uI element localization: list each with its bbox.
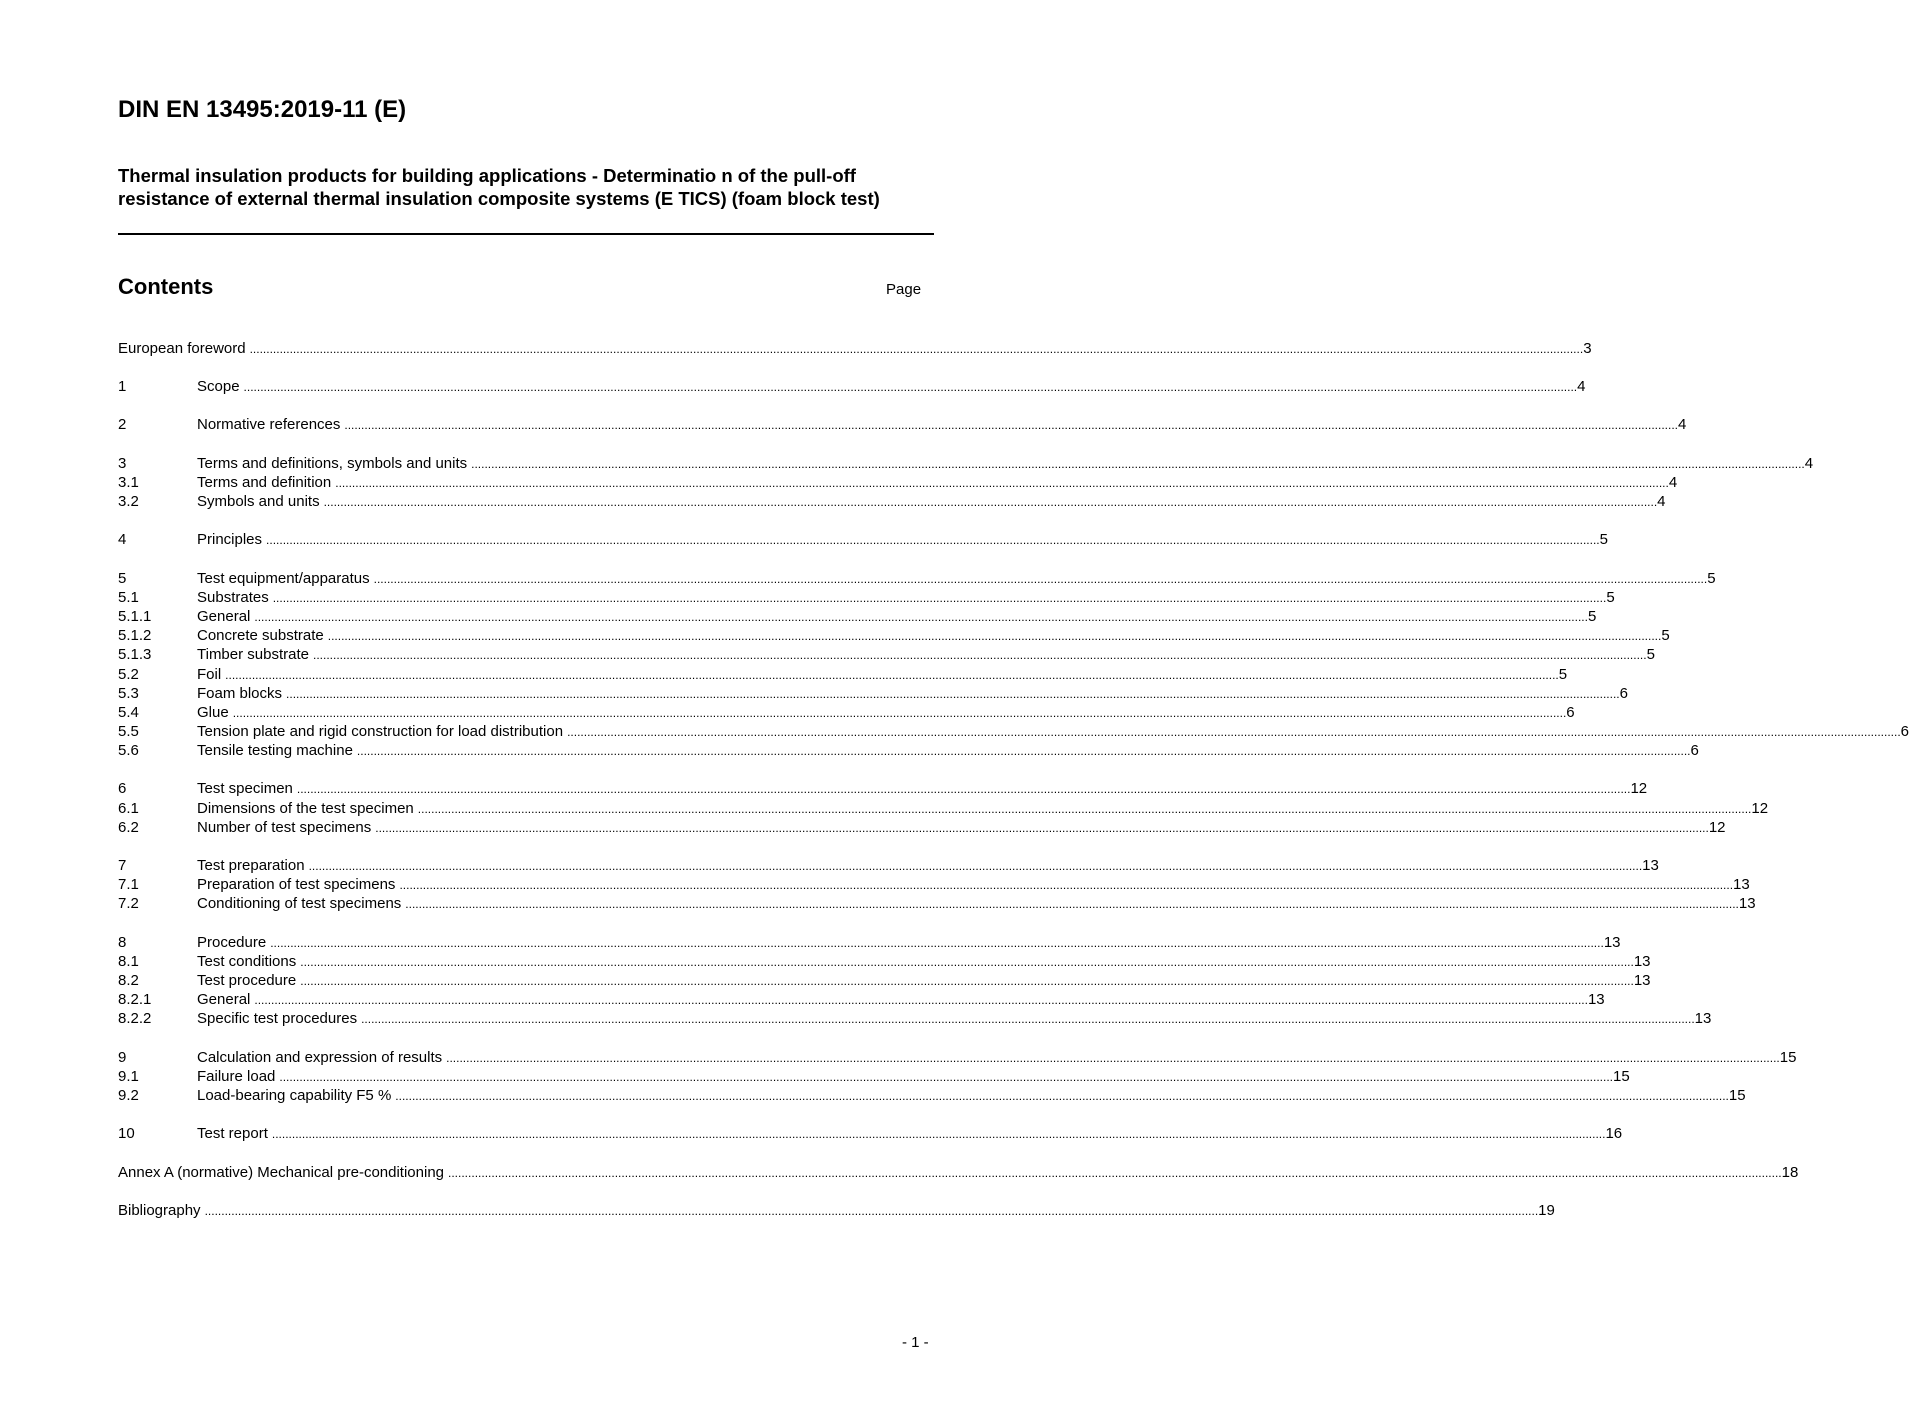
toc-entry[interactable] [118,1009,1712,1028]
toc-entry-label: Calculation and expression of results [197,1049,443,1066]
dot-leader: ................................................................................................................................................................................................................................................................................................................................................................................................................ [417,802,1752,816]
dot-leader: ................................................................................................................................................................................................................................................................................................................................................................................................................ [300,974,1634,988]
dot-leader: ................................................................................................................................................................................................................................................................................................................................................................................................................ [232,706,1567,720]
toc-entry-page: 13 [1587,991,1605,1008]
toc-entry-label: General [197,608,251,625]
toc-entry-label: Concrete substrate [197,627,324,644]
toc-entry-page: 4 [1668,474,1678,491]
toc-entry-number: 5.2 [118,666,139,683]
toc-entry-number: 4 [118,531,127,548]
contents-heading: Contents [118,274,214,299]
document-subtitle: Thermal insulation products for building applications - Determinatio n of the pull-off resistance of external thermal insulation composite systems (E TICS) (foam block test) [118,165,880,209]
toc-entry[interactable] [118,492,1666,511]
toc-entry-number: 8 [118,934,127,951]
toc-entry[interactable] [118,875,1750,894]
toc-entry-page: 4 [1657,493,1666,510]
toc-entry-page: 4 [1804,455,1814,472]
toc-entry-label: Failure load [197,1068,276,1085]
dot-leader: ................................................................................................................................................................................................................................................................................................................................................................................................................ [272,591,1607,605]
toc-entry-page: 5 [1707,570,1716,587]
toc-entry-number: 9.1 [118,1068,139,1085]
toc-entry-number: 3 [118,455,127,472]
table-of-contents [118,0,1909,1403]
toc-entry-page: 5 [1599,531,1608,548]
toc-entry[interactable] [118,454,1814,473]
toc-entry[interactable] [118,856,1659,875]
toc-entry[interactable] [118,779,1648,798]
toc-entry[interactable] [118,588,1615,607]
toc-entry[interactable] [118,569,1716,588]
toc-entry-label: Tensile testing machine [197,742,353,759]
dot-leader: ................................................................................................................................................................................................................................................................................................................................................................................................................ [395,1089,1729,1103]
toc-entry-page: 13 [1694,1010,1712,1027]
footer-page-number: - 1 - [902,1334,929,1351]
toc-entry-label: Tension plate and rigid construction for load distribution [197,723,564,740]
toc-entry-label: Principles [197,531,263,548]
toc-entry-number: 5.4 [118,704,139,721]
dot-leader: ................................................................................................................................................................................................................................................................................................................................................................................................................ [356,744,1691,758]
toc-entry-label: Procedure [197,934,267,951]
toc-entry-number: 6.2 [118,819,139,836]
toc-entry-number: 7 [118,857,127,874]
dot-leader: ................................................................................................................................................................................................................................................................................................................................................................................................................ [204,1204,1539,1218]
toc-entry-label: Test conditions [197,953,297,970]
toc-entry[interactable] [118,971,1651,990]
dot-leader: ................................................................................................................................................................................................................................................................................................................................................................................................................ [225,668,1559,682]
toc-entry-number: 3.1 [118,474,139,491]
toc-entry-label: Substrates [197,589,269,606]
toc-entry-number: 7.2 [118,895,139,912]
toc-entry-label: Terms and definitions, symbols and units [197,455,468,472]
dot-leader: ................................................................................................................................................................................................................................................................................................................................................................................................................ [405,897,1739,911]
toc-entry-number: 3.2 [118,493,139,510]
toc-entry[interactable] [118,1124,1623,1143]
toc-entry-number: 5.1.1 [118,608,152,625]
toc-entry[interactable] [118,607,1597,626]
dot-leader: ................................................................................................................................................................................................................................................................................................................................................................................................................ [286,687,1620,701]
toc-entry-number: 5 [118,570,127,587]
toc-entry-label: Test report [197,1125,268,1142]
dot-leader: ................................................................................................................................................................................................................................................................................................................................................................................................................ [300,955,1634,969]
dot-leader: ................................................................................................................................................................................................................................................................................................................................................................................................................ [270,936,1604,950]
toc-entry[interactable] [118,339,1592,358]
toc-entry-number: 9.2 [118,1087,139,1104]
toc-entry-number: 5.6 [118,742,139,759]
toc-entry[interactable] [118,990,1605,1009]
toc-entry[interactable] [118,530,1608,549]
toc-entry[interactable] [118,1163,1799,1182]
toc-entry[interactable] [118,818,1726,837]
toc-entry[interactable] [118,684,1628,703]
dot-leader: ................................................................................................................................................................................................................................................................................................................................................................................................................ [344,418,1678,432]
dot-leader: ................................................................................................................................................................................................................................................................................................................................................................................................................ [375,821,1709,835]
dot-leader: ................................................................................................................................................................................................................................................................................................................................................................................................................ [308,859,1643,873]
toc-entry-number: 5.1.3 [118,646,152,663]
toc-entry-page: 19 [1538,1202,1555,1219]
toc-entry[interactable] [118,415,1687,434]
toc-entry-number: 10 [118,1125,135,1142]
toc-entry-number: 5.1 [118,589,139,606]
toc-entry-page: 13 [1603,934,1621,951]
toc-entry-number: 6 [118,780,127,797]
toc-entry-page: 3 [1583,340,1592,357]
toc-entry-label: Test equipment/apparatus [197,570,370,587]
toc-entry[interactable] [118,665,1568,684]
toc-entry-page: 12 [1708,819,1726,836]
toc-entry-page: 13 [1738,895,1756,912]
toc-entry-page: 15 [1779,1049,1797,1066]
toc-entry-label: Foam blocks [197,685,283,702]
toc-entry[interactable] [118,741,1699,760]
dot-leader: ................................................................................................................................................................................................................................................................................................................................................................................................................ [399,878,1734,892]
toc-entry-page: 15 [1612,1068,1630,1085]
toc-entry[interactable] [118,645,1655,664]
toc-entry-label: Foil [197,666,222,683]
toc-entry-label: Normative references [197,416,341,433]
toc-entry-page: 13 [1733,876,1750,893]
toc-entry[interactable] [118,1086,1746,1105]
toc-entry-label: Conditioning of test specimens [197,895,402,912]
toc-entry[interactable] [118,626,1670,645]
toc-entry-page: 18 [1781,1164,1799,1181]
toc-entry-page: 6 [1619,685,1628,702]
dot-leader: ................................................................................................................................................................................................................................................................................................................................................................................................................ [271,1127,1606,1141]
toc-entry-label: Test preparation [197,857,305,874]
toc-entry-label: European foreword [118,340,246,357]
toc-entry[interactable] [118,894,1756,913]
dot-leader: ................................................................................................................................................................................................................................................................................................................................................................................................................ [373,572,1708,586]
dot-leader: ................................................................................................................................................................................................................................................................................................................................................................................................................ [279,1070,1613,1084]
toc-entry-page: 13 [1633,972,1651,989]
dot-leader: ................................................................................................................................................................................................................................................................................................................................................................................................................ [471,457,1805,471]
toc-entry-page: 6 [1900,723,1909,740]
toc-entry-label: General [197,991,251,1008]
toc-entry-page: 5 [1646,646,1655,663]
document-title: DIN EN 13495:2019-11 (E) [118,96,407,123]
dot-leader: ................................................................................................................................................................................................................................................................................................................................................................................................................ [249,342,1584,356]
toc-entry-page: 16 [1605,1125,1623,1142]
toc-entry[interactable] [118,377,1586,396]
toc-entry-page: 13 [1642,857,1659,874]
dot-leader: ................................................................................................................................................................................................................................................................................................................................................................................................................ [296,782,1631,796]
toc-entry-page: 6 [1566,704,1575,721]
toc-entry-page: 5 [1661,627,1670,644]
toc-entry-label: Annex A (normative) Mechanical pre-conditioning [118,1164,445,1181]
toc-entry-label: Symbols and units [197,493,320,510]
toc-entry-number: 7.1 [118,876,139,893]
toc-entry-label: Glue [197,704,229,721]
toc-entry-label: Bibliography [118,1202,201,1219]
dot-leader: ................................................................................................................................................................................................................................................................................................................................................................................................................ [448,1166,1782,1180]
dot-leader: ................................................................................................................................................................................................................................................................................................................................................................................................................ [266,533,1600,547]
toc-entry-number: 6.1 [118,800,139,817]
dot-leader: ................................................................................................................................................................................................................................................................................................................................................................................................................ [243,380,1578,394]
toc-entry-label: Scope [197,378,240,395]
toc-entry[interactable] [118,799,1769,818]
toc-entry-number: 5.3 [118,685,139,702]
toc-entry-page: 5 [1587,608,1597,625]
dot-leader: ................................................................................................................................................................................................................................................................................................................................................................................................................ [323,495,1658,509]
dot-leader: ................................................................................................................................................................................................................................................................................................................................................................................................................ [361,1012,1695,1026]
toc-entry-label: Dimensions of the test specimen [197,800,414,817]
toc-entry[interactable] [118,952,1651,971]
toc-entry[interactable] [118,473,1678,492]
toc-entry-number: 5.1.2 [118,627,152,644]
toc-entry-label: Load-bearing capability F5 % [197,1087,392,1104]
toc-entry-page: 13 [1633,953,1651,970]
toc-entry[interactable] [118,1067,1630,1086]
toc-entry-label: Number of test specimens [197,819,372,836]
toc-entry-number: 5.5 [118,723,139,740]
dot-leader: ................................................................................................................................................................................................................................................................................................................................................................................................................ [254,993,1588,1007]
dot-leader: ................................................................................................................................................................................................................................................................................................................................................................................................................ [327,629,1662,643]
toc-entry-page: 5 [1606,589,1615,606]
dot-leader: ................................................................................................................................................................................................................................................................................................................................................................................................................ [335,476,1669,490]
toc-entry[interactable] [118,1201,1555,1220]
toc-entry-page: 4 [1577,378,1586,395]
toc-entry-number: 8.2 [118,972,139,989]
toc-entry-page: 6 [1690,742,1699,759]
toc-entry-number: 8.2.1 [118,991,152,1008]
dot-leader: ................................................................................................................................................................................................................................................................................................................................................................................................................ [567,725,1901,739]
toc-entry-label: Preparation of test specimens [197,876,396,893]
toc-entry-number: 1 [118,378,127,395]
toc-entry-page: 12 [1630,780,1648,797]
toc-entry-label: Terms and definition [197,474,332,491]
toc-entry-number: 9 [118,1049,127,1066]
toc-entry-number: 2 [118,416,127,433]
toc-entry-page: 4 [1677,416,1687,433]
dot-leader: ................................................................................................................................................................................................................................................................................................................................................................................................................ [312,648,1647,662]
page-column-heading: Page [886,281,922,298]
dot-leader: ................................................................................................................................................................................................................................................................................................................................................................................................................ [254,610,1588,624]
toc-entry-label: Timber substrate [197,646,309,663]
toc-entry-label: Test procedure [197,972,297,989]
toc-entry-number: 8.2.2 [118,1010,152,1027]
toc-entry-page: 5 [1558,666,1568,683]
toc-entry-label: Test specimen [197,780,293,797]
toc-entry-label: Specific test procedures [197,1010,358,1027]
toc-entry-number: 8.1 [118,953,139,970]
toc-entry-page: 12 [1751,800,1769,817]
toc-entry[interactable] [118,722,1909,741]
toc-entry[interactable] [118,933,1621,952]
toc-entry[interactable] [118,703,1575,722]
toc-entry[interactable] [118,1048,1797,1067]
dot-leader: ................................................................................................................................................................................................................................................................................................................................................................................................................ [446,1051,1780,1065]
toc-entry-page: 15 [1728,1087,1746,1104]
